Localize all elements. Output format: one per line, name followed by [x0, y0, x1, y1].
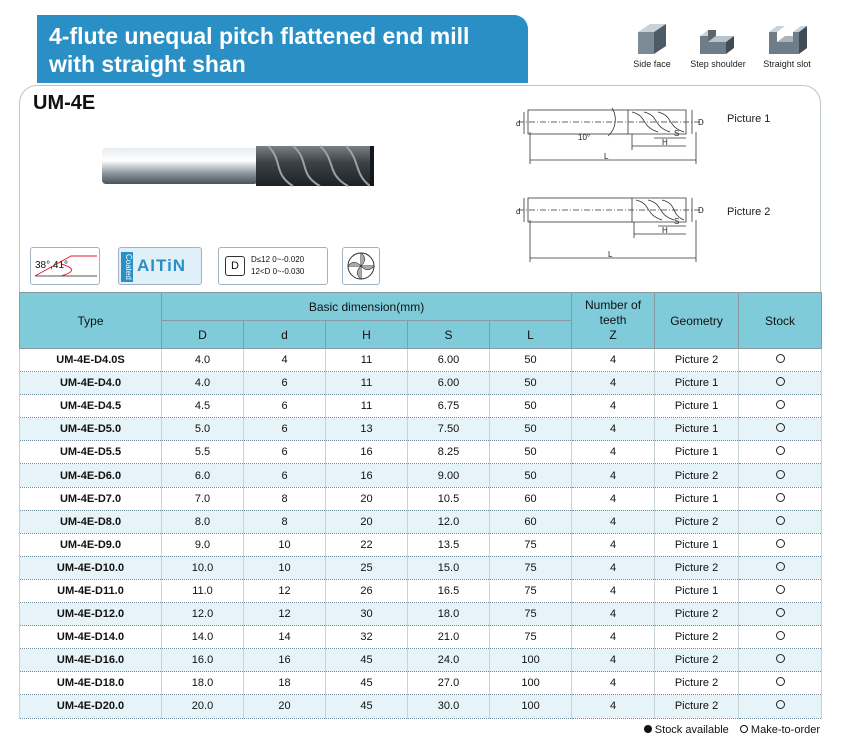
cell-geometry: Picture 1 [655, 487, 739, 510]
cell-d: 6 [244, 418, 326, 441]
cell-h: 11 [326, 349, 408, 372]
cell-d: 20.0 [162, 695, 244, 718]
make-to-order-icon [776, 400, 785, 409]
make-to-order-icon [776, 423, 785, 432]
cell-d: 12 [244, 603, 326, 626]
make-to-order-icon [776, 539, 785, 548]
side-face-icon [632, 18, 672, 58]
cell-stock [739, 603, 822, 626]
cell-h: 20 [326, 510, 408, 533]
cell-geometry: Picture 2 [655, 649, 739, 672]
pic2-D-label: D [698, 206, 704, 215]
cell-d: 10.0 [162, 556, 244, 579]
cell-geometry: Picture 1 [655, 579, 739, 602]
cell-z: 4 [572, 395, 655, 418]
cell-l: 75 [490, 603, 572, 626]
cell-d: 14.0 [162, 626, 244, 649]
cell-z: 4 [572, 464, 655, 487]
pic2-d-label: d [516, 207, 521, 216]
cell-l: 50 [490, 441, 572, 464]
cell-s: 27.0 [408, 672, 490, 695]
cell-h: 45 [326, 649, 408, 672]
cell-type: UM-4E-D10.0 [20, 556, 162, 579]
cell-d: 10 [244, 556, 326, 579]
cell-geometry: Picture 1 [655, 533, 739, 556]
table-row [20, 418, 822, 441]
cell-d: 7.0 [162, 487, 244, 510]
cell-z: 4 [572, 349, 655, 372]
cell-d: 6 [244, 441, 326, 464]
cell-l: 100 [490, 672, 572, 695]
header-S: S [408, 321, 490, 349]
cell-z: 4 [572, 556, 655, 579]
table-row [20, 349, 822, 372]
coated-tag: Coated [121, 252, 133, 282]
cell-geometry: Picture 2 [655, 510, 739, 533]
pic2-H-label: H [662, 226, 668, 235]
cell-s: 7.50 [408, 418, 490, 441]
pic1-angle-label: 10° [578, 133, 591, 142]
cell-d: 12.0 [162, 603, 244, 626]
cell-stock [739, 556, 822, 579]
cell-stock [739, 395, 822, 418]
cell-h: 11 [326, 372, 408, 395]
header-stock: Stock [739, 293, 822, 349]
cell-geometry: Picture 2 [655, 695, 739, 718]
cell-z: 4 [572, 487, 655, 510]
cell-stock [739, 649, 822, 672]
cell-d: 6.0 [162, 464, 244, 487]
cell-s: 21.0 [408, 626, 490, 649]
cell-type: UM-4E-D14.0 [20, 626, 162, 649]
make-to-order-icon [776, 493, 785, 502]
cell-z: 4 [572, 695, 655, 718]
cell-l: 50 [490, 464, 572, 487]
cell-z: 4 [572, 418, 655, 441]
cell-stock [739, 349, 822, 372]
cell-geometry: Picture 1 [655, 395, 739, 418]
tolerance-symbol: D [225, 256, 245, 276]
cell-h: 32 [326, 626, 408, 649]
cell-geometry: Picture 1 [655, 372, 739, 395]
make-to-order-icon [740, 725, 748, 733]
spec-table-body [20, 349, 822, 719]
cell-geometry: Picture 2 [655, 603, 739, 626]
cell-geometry: Picture 1 [655, 418, 739, 441]
cell-s: 9.00 [408, 464, 490, 487]
cell-d: 16.0 [162, 649, 244, 672]
cell-stock [739, 626, 822, 649]
cell-type: UM-4E-D11.0 [20, 579, 162, 602]
table-row [20, 510, 822, 533]
cell-s: 12.0 [408, 510, 490, 533]
technical-drawings [508, 102, 730, 272]
cell-stock [739, 672, 822, 695]
cell-l: 100 [490, 649, 572, 672]
cell-s: 24.0 [408, 649, 490, 672]
header-L: L [490, 321, 572, 349]
title-line-2: with straight shan [49, 51, 246, 77]
cell-l: 50 [490, 395, 572, 418]
cell-d: 8 [244, 487, 326, 510]
cell-d: 16 [244, 649, 326, 672]
cell-h: 26 [326, 579, 408, 602]
cell-type: UM-4E-D12.0 [20, 603, 162, 626]
cell-s: 13.5 [408, 533, 490, 556]
coating-text: AITiN [137, 256, 187, 275]
cell-z: 4 [572, 626, 655, 649]
cell-stock [739, 372, 822, 395]
pic1-S-label: S [674, 129, 680, 138]
table-row [20, 579, 822, 602]
make-to-order-icon [776, 470, 785, 479]
cell-geometry: Picture 2 [655, 626, 739, 649]
step-shoulder-icon [696, 18, 740, 58]
header-teeth [572, 293, 655, 349]
cell-d: 10 [244, 533, 326, 556]
cell-h: 45 [326, 672, 408, 695]
header-D: D [162, 321, 244, 349]
table-row [20, 487, 822, 510]
cell-stock [739, 464, 822, 487]
cell-type: UM-4E-D7.0 [20, 487, 162, 510]
cell-z: 4 [572, 579, 655, 602]
table-row [20, 395, 822, 418]
cell-geometry: Picture 2 [655, 464, 739, 487]
cell-d: 20 [244, 695, 326, 718]
tolerance-icon [218, 247, 328, 285]
straight-slot-label: Straight slot [763, 59, 811, 69]
cell-d: 6 [244, 372, 326, 395]
straight-slot-op [757, 18, 817, 69]
header-teeth-line-1: Number of [585, 298, 642, 312]
title-line-1: 4-flute unequal pitch flattened end mill [49, 23, 470, 49]
cell-stock [739, 441, 822, 464]
cell-type: UM-4E-D8.0 [20, 510, 162, 533]
make-to-order-label: Make-to-order [750, 724, 820, 736]
cell-type: UM-4E-D5.5 [20, 441, 162, 464]
header-basic-dimension: Basic dimension(mm) [162, 293, 572, 321]
cell-l: 75 [490, 556, 572, 579]
cell-d: 18.0 [162, 672, 244, 695]
model-name: UM-4E [33, 92, 96, 114]
cell-d: 5.0 [162, 418, 244, 441]
cell-z: 4 [572, 533, 655, 556]
step-shoulder-label: Step shoulder [690, 59, 746, 69]
four-flute-section-icon [342, 247, 380, 285]
tolerance-line-1: D≤12 0~-0.020 [251, 255, 305, 264]
pic1-H-label: H [662, 138, 668, 147]
cell-type: UM-4E-D16.0 [20, 649, 162, 672]
cell-s: 8.25 [408, 441, 490, 464]
cell-l: 50 [490, 349, 572, 372]
table-row [20, 603, 822, 626]
helix-angle-text: 38°,41° [35, 260, 69, 271]
cell-type: UM-4E-D4.0S [20, 349, 162, 372]
table-row [20, 464, 822, 487]
cell-l: 75 [490, 533, 572, 556]
table-row [20, 672, 822, 695]
end-mill-photo [98, 140, 378, 192]
cell-h: 20 [326, 487, 408, 510]
cell-l: 100 [490, 695, 572, 718]
cell-d: 4.0 [162, 349, 244, 372]
cell-type: UM-4E-D5.0 [20, 418, 162, 441]
tolerance-line-2: 12<D 0~-0.030 [251, 267, 305, 276]
cell-l: 60 [490, 510, 572, 533]
cell-s: 6.75 [408, 395, 490, 418]
cell-d: 14 [244, 626, 326, 649]
stock-available-label: Stock available [654, 724, 729, 736]
cell-s: 16.5 [408, 579, 490, 602]
cell-s: 18.0 [408, 603, 490, 626]
table-row [20, 649, 822, 672]
cell-d: 8 [244, 510, 326, 533]
cell-d: 5.5 [162, 441, 244, 464]
cell-h: 45 [326, 695, 408, 718]
make-to-order-icon [776, 516, 785, 525]
cell-h: 16 [326, 441, 408, 464]
helix-angle-icon [30, 247, 100, 285]
cell-d: 6 [244, 395, 326, 418]
header-d: d [244, 321, 326, 349]
cell-type: UM-4E-D18.0 [20, 672, 162, 695]
spec-table [19, 292, 822, 719]
cell-d: 4 [244, 349, 326, 372]
make-to-order-icon [776, 631, 785, 640]
cell-type: UM-4E-D6.0 [20, 464, 162, 487]
cell-geometry: Picture 2 [655, 349, 739, 372]
cell-l: 75 [490, 579, 572, 602]
make-to-order-icon [776, 677, 785, 686]
pic1-D-label: D [698, 118, 704, 127]
cell-stock [739, 510, 822, 533]
title-banner [37, 15, 528, 83]
cell-stock [739, 533, 822, 556]
table-row [20, 556, 822, 579]
cell-stock [739, 487, 822, 510]
pic2-L-label: L [608, 250, 613, 259]
pic1-d-label: d [516, 119, 521, 128]
cell-s: 15.0 [408, 556, 490, 579]
pic2-S-label: S [674, 217, 680, 226]
table-row [20, 695, 822, 718]
make-to-order-icon [776, 354, 785, 363]
pic1-L-label: L [604, 152, 609, 161]
cell-l: 75 [490, 626, 572, 649]
cell-h: 13 [326, 418, 408, 441]
cell-z: 4 [572, 510, 655, 533]
cell-type: UM-4E-D4.0 [20, 372, 162, 395]
header-H: H [326, 321, 408, 349]
cell-z: 4 [572, 441, 655, 464]
cell-geometry: Picture 1 [655, 441, 739, 464]
cell-h: 16 [326, 464, 408, 487]
step-shoulder-op [688, 18, 748, 69]
cell-d: 6 [244, 464, 326, 487]
header-type: Type [20, 293, 162, 349]
make-to-order-icon [776, 654, 785, 663]
table-row [20, 626, 822, 649]
cell-d: 12 [244, 579, 326, 602]
table-row [20, 441, 822, 464]
coating-icon [118, 247, 202, 285]
picture-2-label: Picture 2 [727, 206, 771, 218]
header-teeth-line-3: Z [609, 328, 617, 342]
header-geometry: Geometry [655, 293, 739, 349]
operation-icons [630, 18, 830, 78]
cell-h: 11 [326, 395, 408, 418]
cell-d: 9.0 [162, 533, 244, 556]
cell-d: 11.0 [162, 579, 244, 602]
straight-slot-icon [765, 18, 809, 58]
cell-type: UM-4E-D4.5 [20, 395, 162, 418]
cell-h: 22 [326, 533, 408, 556]
cell-type: UM-4E-D9.0 [20, 533, 162, 556]
make-to-order-icon [776, 562, 785, 571]
cell-l: 50 [490, 418, 572, 441]
cell-l: 50 [490, 372, 572, 395]
picture-1-label: Picture 1 [727, 113, 771, 125]
make-to-order-icon [776, 700, 785, 709]
cell-geometry: Picture 2 [655, 672, 739, 695]
cell-h: 25 [326, 556, 408, 579]
cell-s: 10.5 [408, 487, 490, 510]
cell-z: 4 [572, 672, 655, 695]
cell-stock [739, 418, 822, 441]
cell-z: 4 [572, 649, 655, 672]
table-row [20, 372, 822, 395]
cell-d: 18 [244, 672, 326, 695]
cell-d: 4.5 [162, 395, 244, 418]
stock-legend [644, 724, 820, 736]
cell-d: 8.0 [162, 510, 244, 533]
make-to-order-icon [776, 585, 785, 594]
header-teeth-line-2: teeth [599, 313, 627, 327]
cell-h: 30 [326, 603, 408, 626]
cell-s: 6.00 [408, 372, 490, 395]
cell-geometry: Picture 2 [655, 556, 739, 579]
table-row [20, 533, 822, 556]
side-face-label: Side face [633, 59, 671, 69]
cell-s: 30.0 [408, 695, 490, 718]
stock-available-icon [644, 725, 652, 733]
side-face-op [622, 18, 682, 69]
cell-l: 60 [490, 487, 572, 510]
make-to-order-icon [776, 446, 785, 455]
cell-d: 4.0 [162, 372, 244, 395]
make-to-order-icon [776, 608, 785, 617]
cell-z: 4 [572, 603, 655, 626]
cell-type: UM-4E-D20.0 [20, 695, 162, 718]
make-to-order-icon [776, 377, 785, 386]
cell-stock [739, 695, 822, 718]
cell-stock [739, 579, 822, 602]
cell-s: 6.00 [408, 349, 490, 372]
cell-z: 4 [572, 372, 655, 395]
